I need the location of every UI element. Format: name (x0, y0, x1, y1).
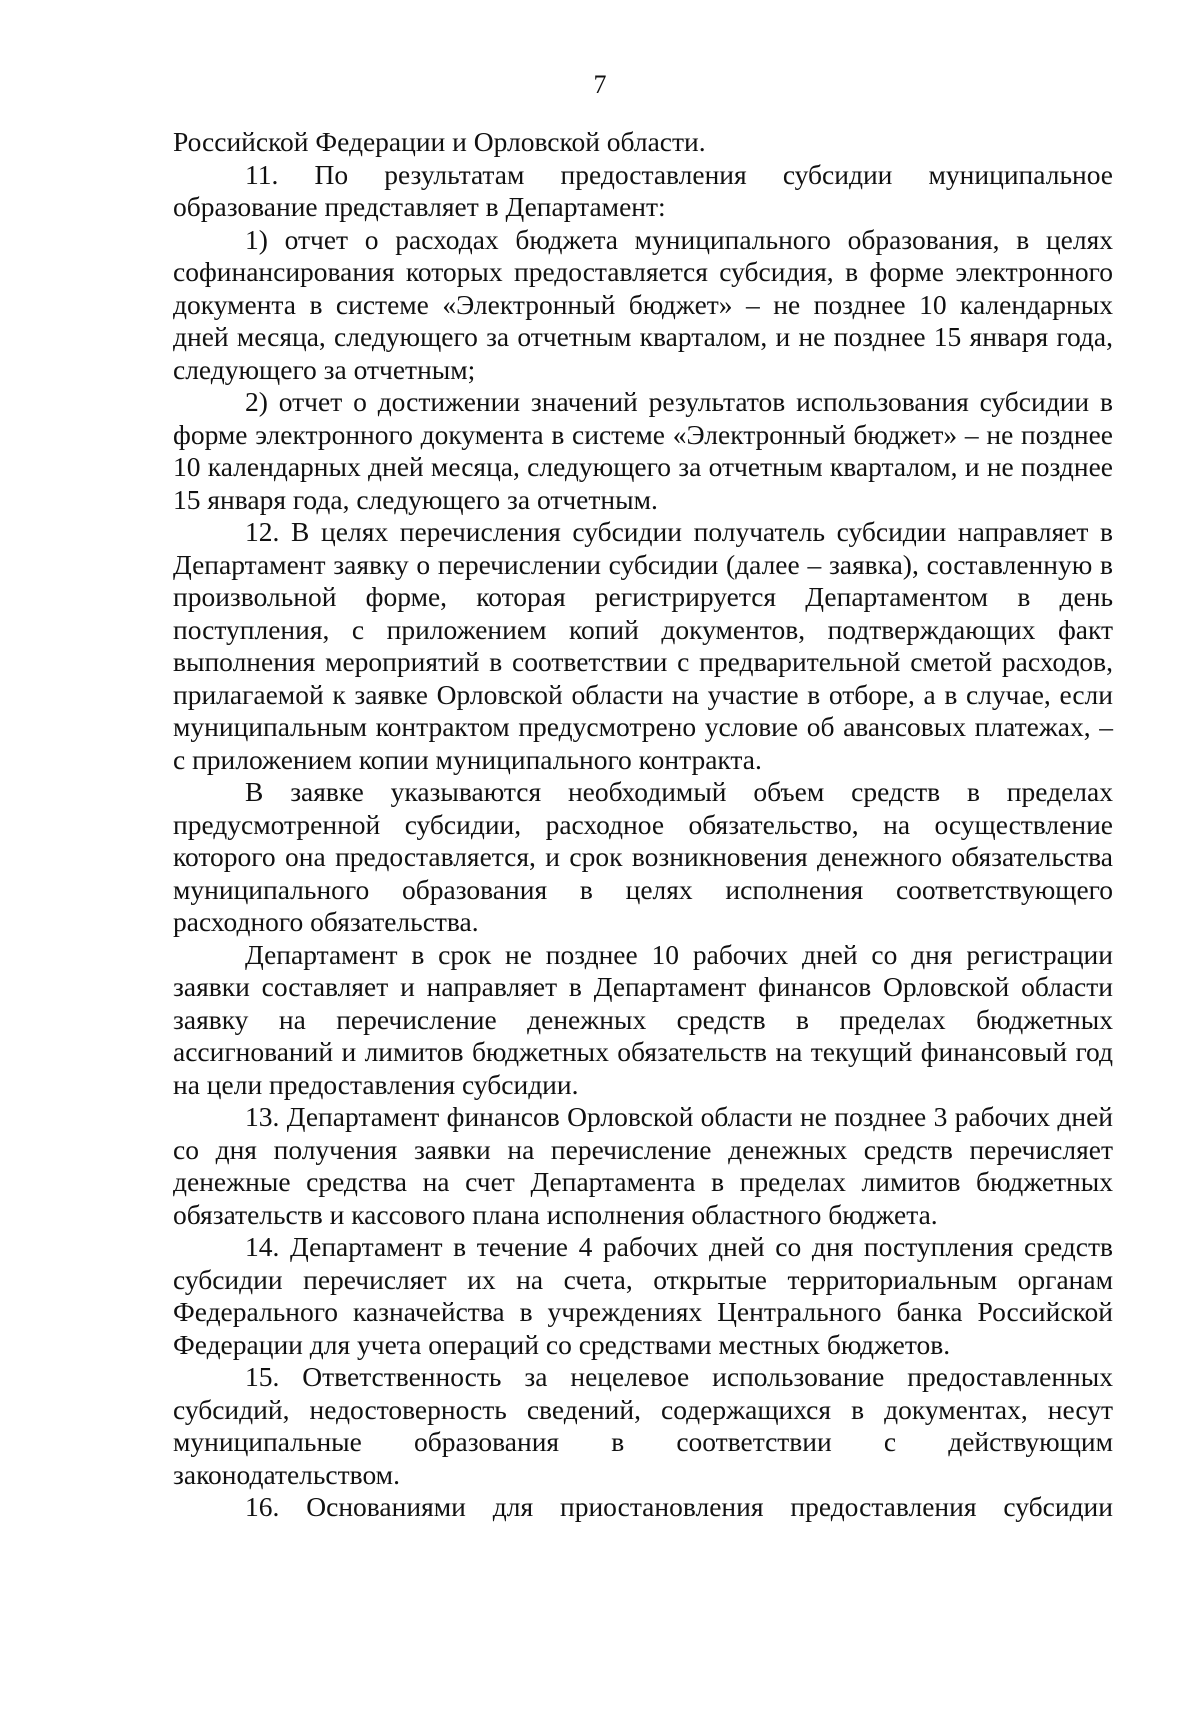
paragraph-department-deadline: Департамент в срок не позднее 10 рабочих дней со дня регистрации заявки составляет и направляет в Департамент финансов Орловской области заявку на перечисление денежных средств в пределах бюджетных ассигнований и лимитов бюджетных обязательств на текущий финансовый год на цели предоставления субсидии. (173, 938, 1113, 1100)
paragraph-item-11: 11. По результатам предоставления субсидии муниципальное образование представляет в Департамент: (173, 158, 1113, 222)
page-number: 7 (593, 70, 607, 99)
paragraph-continuation: Российской Федерации и Орловской области. (173, 126, 706, 157)
paragraph-item-12: 12. В целях перечисления субсидии получатель субсидии направляет в Департамент заявку о перечислении субсидии (далее – заявка), составленную в произвольной форме, которая регистрируется Департаментом в день поступления, с приложением копий документов, подтверждающих факт выполнения мероприятий в соответствии с предварительной сметой расходов, прилагаемой к заявке Орловской области на участие в отборе, а в случае, если муниципальным контрактом предусмотрено условие об авансовых платежах, – с приложением копии муниципального контракта. (173, 516, 1113, 775)
document-body (173, 126, 1113, 1524)
paragraph-item-15: 15. Ответственность за нецелевое использование предоставленных субсидий, недостоверность сведений, содержащихся в документах, несут муниципальные образования в соответствии с действующим законодательством. (173, 1361, 1113, 1490)
paragraph-application-contents: В заявке указываются необходимый объем средств в пределах предусмотренной субсидии, расходное обязательство, на осуществление которого она предоставляется, и срок возникновения денежного обязательства муниципального образования в целях исполнения соответствующего расходного обязательства. (173, 776, 1113, 937)
paragraph-subitem-2: 2) отчет о достижении значений результатов использования субсидии в форме электронного документа в системе «Электронный бюджет» – не позднее 10 календарных дней месяца, следующего за отчетным кварталом, и не позднее 15 января года, следующего за отчетным. (173, 386, 1113, 515)
paragraph-item-13: 13. Департамент финансов Орловской области не позднее 3 рабочих дней со дня получения заявки на перечисление денежных средств перечисляет денежные средства на счет Департамента в пределах лимитов бюджетных обязательств и кассового плана исполнения областного бюджета. (173, 1101, 1113, 1230)
paragraph-item-14: 14. Департамент в течение 4 рабочих дней со дня поступления средств субсидии перечисляет их на счета, открытые территориальным органам Федерального казначейства в учреждениях Центрального банка Российской Федерации для учета операций со средствами местных бюджетов. (173, 1231, 1113, 1360)
paragraph-subitem-1: 1) отчет о расходах бюджета муниципального образования, в целях софинансирования которых предоставляется субсидия, в форме электронного документа в системе «Электронный бюджет» – не позднее 10 календарных дней месяца, следующего за отчетным кварталом, и не позднее 15 января года, следующего за отчетным; (173, 223, 1113, 385)
paragraph-item-16: 16. Основаниями для приостановления предоставления субсидии (245, 1491, 1113, 1522)
